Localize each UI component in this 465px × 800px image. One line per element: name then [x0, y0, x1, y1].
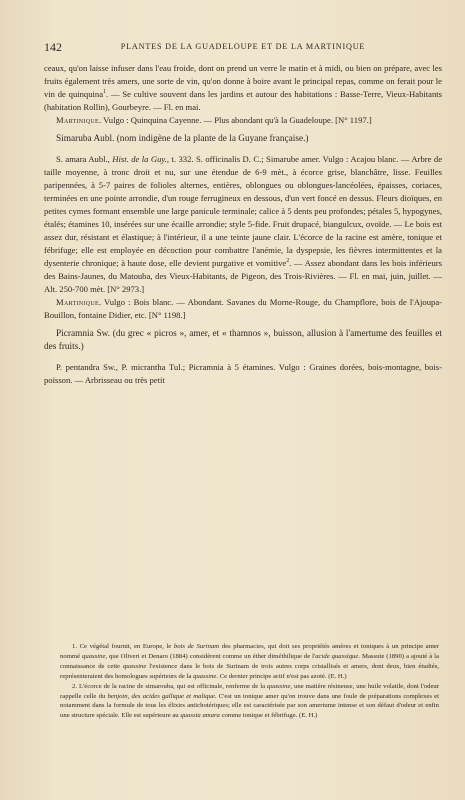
martinique-label: Martinique — [56, 115, 99, 125]
page-header — [44, 40, 442, 54]
page-body — [44, 62, 442, 387]
martinique-label: Martinique — [56, 296, 99, 307]
species-picramnia-pentandra: P. pentandra Sw., P. micrantha Tul.; Picramnia à 5 étamines. Vulgo : Graines dorées, bois-montagne, bois-poisson. — Arbrisseau ou très petit — [44, 361, 442, 385]
page-number: 142 — [44, 40, 62, 54]
footnotes — [60, 642, 439, 721]
species-simaruba-amara: S. amara Aubl., Hist. de la Guy., t. 332. S. officinalis D. C.; Simarube amer. Vulgo : Acajou blanc. — Arbre de taille moyenne, à tronc droit et nu, sur une étendue de 6-9 mèt., à écorce grise, blanchâtre, lisse. Feuilles paripennées, à 5-7 paires de folioles alternes, entières, oblongues ou oblongues-lancéolées, épaisses, coriaces, terminées en une pointe arrondie, d'un rouge ferrugineux en dessous, d'un vert foncé en dessus. Fleurs dioïques, en petites cymes formant ensemble une large panicule terminale; calice à 5 dents peu profondes; pétales 5, hypogynes, étalés; étamines 10, insérées sur une écaille arrondie; style 5-fide. Fruit drupacé, biangulcux, ovoïde. — Le bois est assez dur, résistant et élastique; à l'intérieur, il a une teinte jaune clair. L'écorce de la racine est amère, tonique et fébrifuge; elle est employée en décoction pour combattre l'anémie, la dyspepsie, les fièvres intermittentes et la dysenterie chronique; à haute dose, elle devient purgative et vomitive$^2$. — Assez abondant dans les bois inférieurs des Bains-Jaunes, du Matouba, des Vieux-Habitants, de Pigeon, des Trois-Rivières. — Fl. en mai, juin, juillet. — Alt. 250-700 mèt. [N° 2973.] — [44, 153, 443, 294]
quinquina-continuation: ceaux, qu'on laisse infuser dans l'eau froide, dont on prend un verre le matin et à midi, ou bien on prépare, avec les fruits également très amers, une sorte de vin, qu'on donne à boire avant le principal repas, comme on ferait pour le vin de quinquina$^1$. — Se cultive souvent dans les jardins et autour des habitations : Basse-Terre, Vieux-Habitants (habitation Rollin), Gourbeyre. — Fl. en mai. — [44, 63, 442, 112]
footnote-ref-1: 1 — [103, 89, 107, 96]
quinquina-martinique: Martinique. Vulgo : Quinquina Cayenne. — Plus abondant qu'à la Guadeloupe. [N° 1197.] — [56, 115, 372, 125]
footnote-ref-2: 2 — [286, 257, 290, 264]
genus-name: Picramnia — [56, 328, 94, 339]
genus-simaruba: Simaruba Aubl. (nom indigène de la plante de la Guyane française.) — [56, 134, 309, 144]
genus-name: Simaruba — [56, 134, 92, 144]
footnote-2: 2. L'écorce de la racine de simarouba, qui est officinale, renferme de la quassine, une matière résineuse, une huile volatile, dont l'odeur rappelle celle du benjoin, des acides gallique et malique. C'est un tonique amer qu'on trouve dans une foule de préparations complexes et notamment dans la formule de tous les élixirs antichotériques; elle est caractérisée par son amertume intense et son défaut d'odeur et enfin une structure spéciale. Elle est supérieure au quassia amara comme tonique et fébrifuge. (E. H.) — [60, 682, 439, 720]
species-name: S. amara — [56, 153, 87, 164]
footnote-1: 1. Ce végétal fournit, en Europe, le bois de Surinam des pharmacies, qui doit ses propriétés amères et toniques à un principe amer nommé quassine, que Oliveri et Denaro (1884) considèrent comme un éther diméthilique de l'acide quassique. Massute (1890) a ajouté à la connaissance de cette quassine l'existence dans le bois de Surinam de trois autres corps cristallisés et amers, dont deux, bien étudiés, représenteraient des homologues supérieurs de la quassine. Ce dernier principe actif n'est pas azoté. (E. H.) — [60, 643, 440, 680]
genus-picramnia: Picramnia Sw. (du grec « picros », amer, et « thamnos », buisson, allusion à l'amertume des feuilles et des fruits.) — [44, 328, 442, 352]
simaruba-martinique: Martinique. Vulgo : Bois blanc. — Abondant. Savanes du Morne-Rouge, du Champflore, bois de l'Ajoupa-Bouillon, fontaine Didier, etc. [N° 1198.] — [44, 296, 442, 320]
species-name: P. pentandra — [56, 361, 100, 372]
running-head: PLANTES DE LA GUADELOUPE ET DE LA MARTINIQUE — [120, 42, 366, 51]
